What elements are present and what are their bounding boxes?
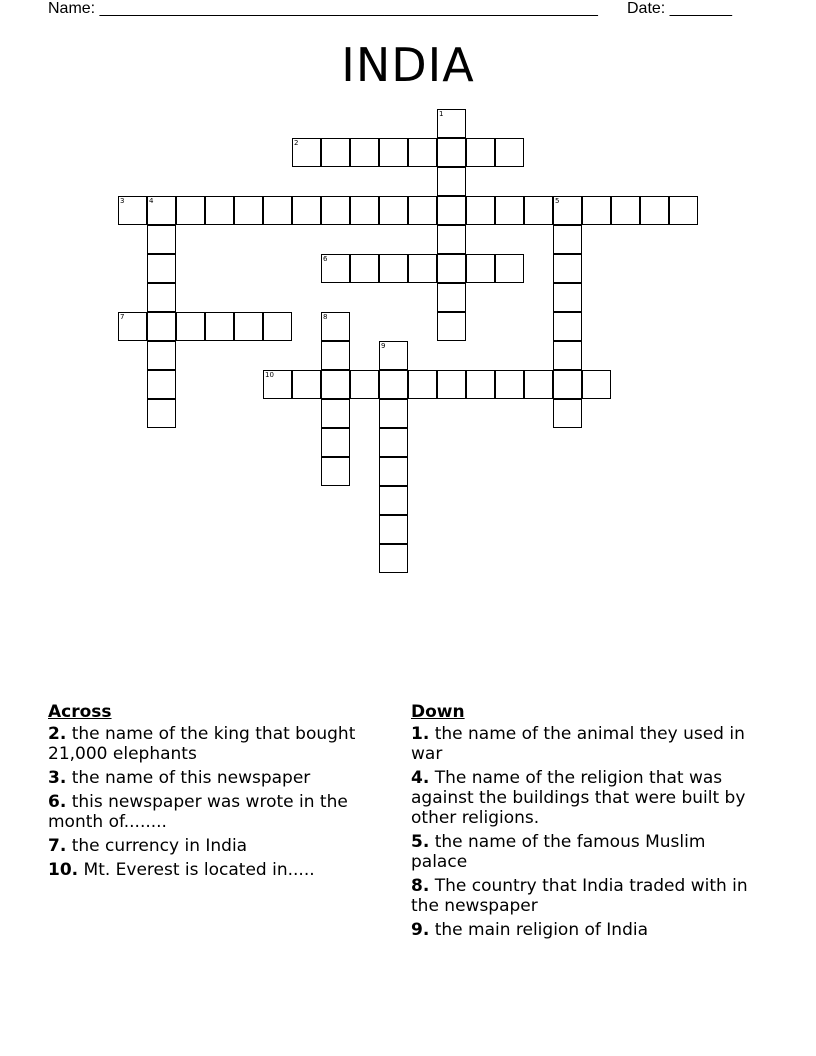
grid-cell[interactable] xyxy=(437,254,466,283)
clue-text: the currency in India xyxy=(71,836,248,856)
grid-cell[interactable] xyxy=(350,254,379,283)
grid-cell[interactable] xyxy=(553,225,582,254)
grid-cell[interactable] xyxy=(466,370,495,399)
clue-text: the name of the animal they used in war xyxy=(411,724,745,764)
grid-cell[interactable] xyxy=(379,457,408,486)
across-heading: Across xyxy=(48,702,112,722)
grid-cell[interactable] xyxy=(553,399,582,428)
grid-cell[interactable] xyxy=(524,196,553,225)
grid-cell[interactable] xyxy=(379,138,408,167)
grid-cell[interactable] xyxy=(495,254,524,283)
clue-down-5 xyxy=(411,832,756,872)
across-clues xyxy=(48,702,388,884)
grid-cell[interactable] xyxy=(147,196,176,225)
grid-cell[interactable] xyxy=(118,312,147,341)
clue-number-label: 7 xyxy=(120,313,125,321)
clue-across-6 xyxy=(48,792,388,832)
grid-cell[interactable] xyxy=(379,515,408,544)
grid-cell[interactable] xyxy=(437,109,466,138)
clue-down-8 xyxy=(411,876,756,916)
clue-number: 7. xyxy=(48,836,67,856)
grid-cell[interactable] xyxy=(379,370,408,399)
clue-text: the name of the king that bought 21,000 elephants xyxy=(48,724,356,764)
grid-cell[interactable] xyxy=(379,196,408,225)
clue-number: 9. xyxy=(411,920,430,940)
clue-number-label: 3 xyxy=(120,197,125,205)
clue-down-4 xyxy=(411,768,756,828)
grid-cell[interactable] xyxy=(466,138,495,167)
grid-cell[interactable] xyxy=(118,196,147,225)
grid-cell[interactable] xyxy=(350,138,379,167)
grid-cell[interactable] xyxy=(524,370,553,399)
clue-number: 2. xyxy=(48,724,67,744)
grid-cell[interactable] xyxy=(263,196,292,225)
grid-cell[interactable] xyxy=(176,196,205,225)
grid-cell[interactable] xyxy=(553,370,582,399)
clue-number-label: 8 xyxy=(323,313,328,321)
clue-down-9 xyxy=(411,920,756,940)
grid-cell[interactable] xyxy=(553,254,582,283)
clue-number-label: 1 xyxy=(439,110,444,118)
clue-number-label: 5 xyxy=(555,197,560,205)
grid-cell[interactable] xyxy=(147,254,176,283)
grid-cell[interactable] xyxy=(669,196,698,225)
grid-cell[interactable] xyxy=(321,138,350,167)
grid-cell[interactable] xyxy=(408,370,437,399)
down-clues xyxy=(411,702,756,944)
grid-cell[interactable] xyxy=(408,196,437,225)
grid-cell[interactable] xyxy=(321,428,350,457)
clue-number: 10. xyxy=(48,860,79,880)
grid-cell[interactable] xyxy=(350,196,379,225)
grid-cell[interactable] xyxy=(379,544,408,573)
grid-cell[interactable] xyxy=(437,312,466,341)
grid-cell[interactable] xyxy=(582,196,611,225)
clue-number: 4. xyxy=(411,768,430,788)
clue-text: The name of the religion that was against the buildings that were built by other religions. xyxy=(411,768,746,828)
grid-cell[interactable] xyxy=(147,370,176,399)
down-heading: Down xyxy=(411,702,465,722)
date-field: Date: _______ xyxy=(627,0,732,17)
clue-across-10 xyxy=(48,860,388,880)
grid-cell[interactable] xyxy=(437,225,466,254)
grid-cell[interactable] xyxy=(553,341,582,370)
clue-number: 3. xyxy=(48,768,67,788)
grid-cell[interactable] xyxy=(437,196,466,225)
clue-number: 1. xyxy=(411,724,430,744)
grid-cell[interactable] xyxy=(147,341,176,370)
grid-cell[interactable] xyxy=(437,167,466,196)
grid-cell[interactable] xyxy=(205,312,234,341)
grid-cell[interactable] xyxy=(147,225,176,254)
clue-text: Mt. Everest is located in..... xyxy=(83,860,315,880)
grid-cell[interactable] xyxy=(147,399,176,428)
grid-cell[interactable] xyxy=(379,254,408,283)
grid-cell[interactable] xyxy=(263,312,292,341)
grid-cell[interactable] xyxy=(292,196,321,225)
clue-number-label: 9 xyxy=(381,342,386,350)
clue-text: the name of this newspaper xyxy=(71,768,311,788)
grid-cell[interactable] xyxy=(408,254,437,283)
clue-across-3 xyxy=(48,768,388,788)
grid-cell[interactable] xyxy=(292,138,321,167)
grid-cell[interactable] xyxy=(292,370,321,399)
clue-number-label: 4 xyxy=(149,197,154,205)
clue-number: 5. xyxy=(411,832,430,852)
clue-across-7 xyxy=(48,836,388,856)
clue-text: the main religion of India xyxy=(434,920,649,940)
grid-cell[interactable] xyxy=(321,457,350,486)
clue-number-label: 2 xyxy=(294,139,299,147)
grid-cell[interactable] xyxy=(611,196,640,225)
grid-cell[interactable] xyxy=(147,312,176,341)
grid-cell[interactable] xyxy=(437,283,466,312)
clue-down-1 xyxy=(411,724,756,764)
grid-cell[interactable] xyxy=(234,312,263,341)
grid-cell[interactable] xyxy=(495,138,524,167)
clue-text: the name of the famous Muslim palace xyxy=(411,832,706,872)
grid-cell[interactable] xyxy=(350,370,379,399)
grid-cell[interactable] xyxy=(321,312,350,341)
grid-cell[interactable] xyxy=(466,254,495,283)
grid-cell[interactable] xyxy=(379,486,408,515)
grid-cell[interactable] xyxy=(379,428,408,457)
clue-number: 6. xyxy=(48,792,67,812)
grid-cell[interactable] xyxy=(321,399,350,428)
clue-text: The country that India traded with in the newspaper xyxy=(411,876,748,916)
grid-cell[interactable] xyxy=(466,196,495,225)
page-title: INDIA xyxy=(341,38,475,92)
grid-cell[interactable] xyxy=(553,196,582,225)
grid-cell[interactable] xyxy=(321,254,350,283)
grid-cell[interactable] xyxy=(379,399,408,428)
clue-number: 8. xyxy=(411,876,430,896)
grid-cell[interactable] xyxy=(321,341,350,370)
grid-cell[interactable] xyxy=(495,370,524,399)
grid-cell[interactable] xyxy=(263,370,292,399)
name-field: Name: ________________________________________________________ xyxy=(48,0,598,17)
grid-cell[interactable] xyxy=(582,370,611,399)
grid-cell[interactable] xyxy=(553,283,582,312)
clue-number-label: 10 xyxy=(265,371,274,379)
clue-across-2 xyxy=(48,724,388,764)
grid-cell[interactable] xyxy=(176,312,205,341)
grid-cell[interactable] xyxy=(147,283,176,312)
grid-cell[interactable] xyxy=(553,312,582,341)
grid-cell[interactable] xyxy=(640,196,669,225)
grid-cell[interactable] xyxy=(379,341,408,370)
grid-cell[interactable] xyxy=(495,196,524,225)
grid-cell[interactable] xyxy=(408,138,437,167)
grid-cell[interactable] xyxy=(437,138,466,167)
clue-number-label: 6 xyxy=(323,255,328,263)
grid-cell[interactable] xyxy=(234,196,263,225)
grid-cell[interactable] xyxy=(437,370,466,399)
grid-cell[interactable] xyxy=(321,370,350,399)
grid-cell[interactable] xyxy=(321,196,350,225)
grid-cell[interactable] xyxy=(205,196,234,225)
clue-text: this newspaper was wrote in the month of........ xyxy=(48,792,348,832)
